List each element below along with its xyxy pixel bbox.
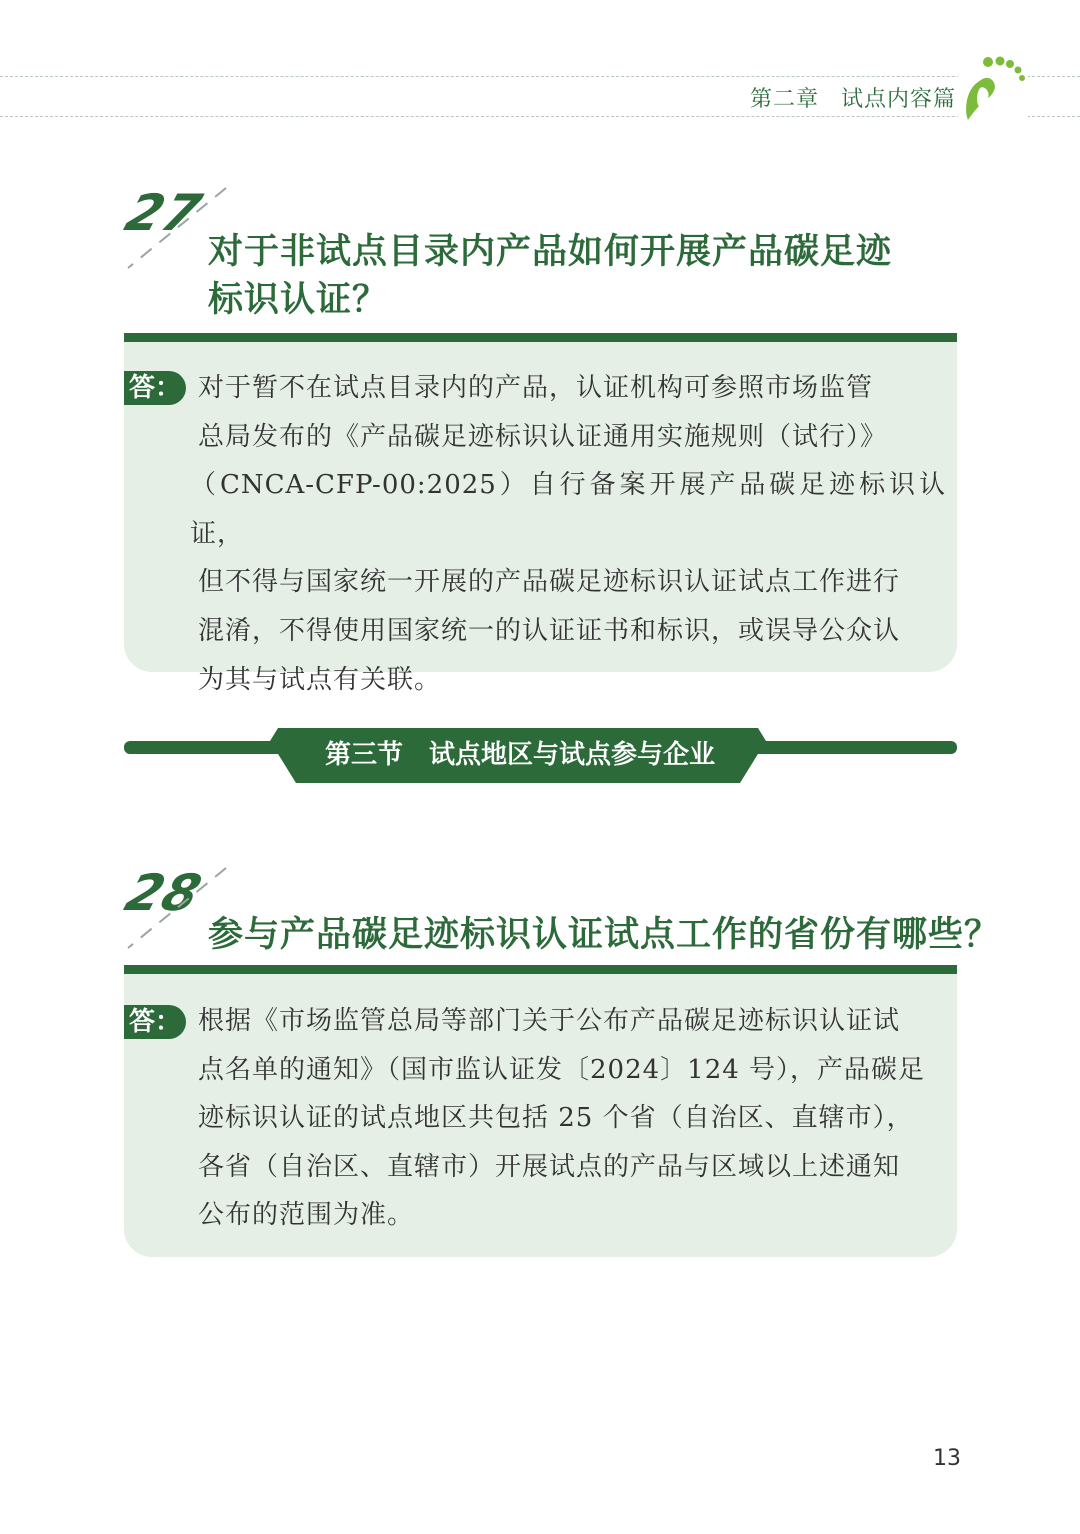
question-title-line: 标识认证？ <box>208 280 389 320</box>
header-dotted-line-top <box>0 76 1080 77</box>
answer-text <box>198 997 946 1240</box>
question-number: 27 <box>118 184 210 242</box>
question-title <box>208 228 892 324</box>
question-rule <box>124 965 957 974</box>
question-rule <box>124 333 957 342</box>
answer-line: 为其与试点有关联。 <box>198 664 442 695</box>
question-number: 28 <box>118 864 210 922</box>
answer-line: 对于暂不在试点目录内的产品，认证机构可参照市场监管 <box>198 373 874 403</box>
question-title-line: 参与产品碳足迹标识认证试点工作的省份有哪些？ <box>208 915 1001 955</box>
answer-text <box>190 364 946 704</box>
section-banner <box>300 728 740 783</box>
answer-badge: 答： <box>124 1005 186 1039</box>
question-title-line: 对于非试点目录内产品如何开展产品碳足迹 <box>208 232 893 272</box>
answer-badge: 答： <box>124 371 186 405</box>
section-number: 第三节 <box>324 740 403 770</box>
answer-line: 根据《市场监管总局等部门关于公布产品碳足迹标识认证试 <box>198 1006 901 1036</box>
answer-line: 公布的范围为准。 <box>198 1200 415 1231</box>
answer-line: 总局发布的《产品碳足迹标识认证通用实施规则（试行）》 <box>198 421 888 452</box>
answer-line: 迹标识认证的试点地区共包括 25 个省（自治区、直辖市）， <box>198 1103 914 1134</box>
page-number: 13 <box>933 1446 961 1471</box>
running-header <box>750 82 956 113</box>
answer-line: 各省（自治区、直辖市）开展试点的产品与区域以上述通知 <box>198 1151 901 1182</box>
chapter-title: 试点内容篇 <box>840 87 956 112</box>
question-title <box>208 911 1000 959</box>
answer-line: 但不得与国家统一开展的产品碳足迹标识认证试点工作进行 <box>198 567 901 598</box>
answer-line: 点名单的通知》（国市监认证发〔2024〕124 号），产品碳足 <box>198 1054 926 1085</box>
footprint-logo-icon <box>958 52 1028 124</box>
chapter-label: 第二章 <box>749 87 819 112</box>
header-dotted-line-bottom <box>0 116 1080 117</box>
answer-line: （CNCA-CFP-00:2025）自行备案开展产品碳足迹标识认证， <box>190 470 946 549</box>
answer-line: 混淆，不得使用国家统一的认证证书和标识，或误导公众认 <box>198 615 901 646</box>
section-title: 试点地区与试点参与企业 <box>429 740 716 770</box>
